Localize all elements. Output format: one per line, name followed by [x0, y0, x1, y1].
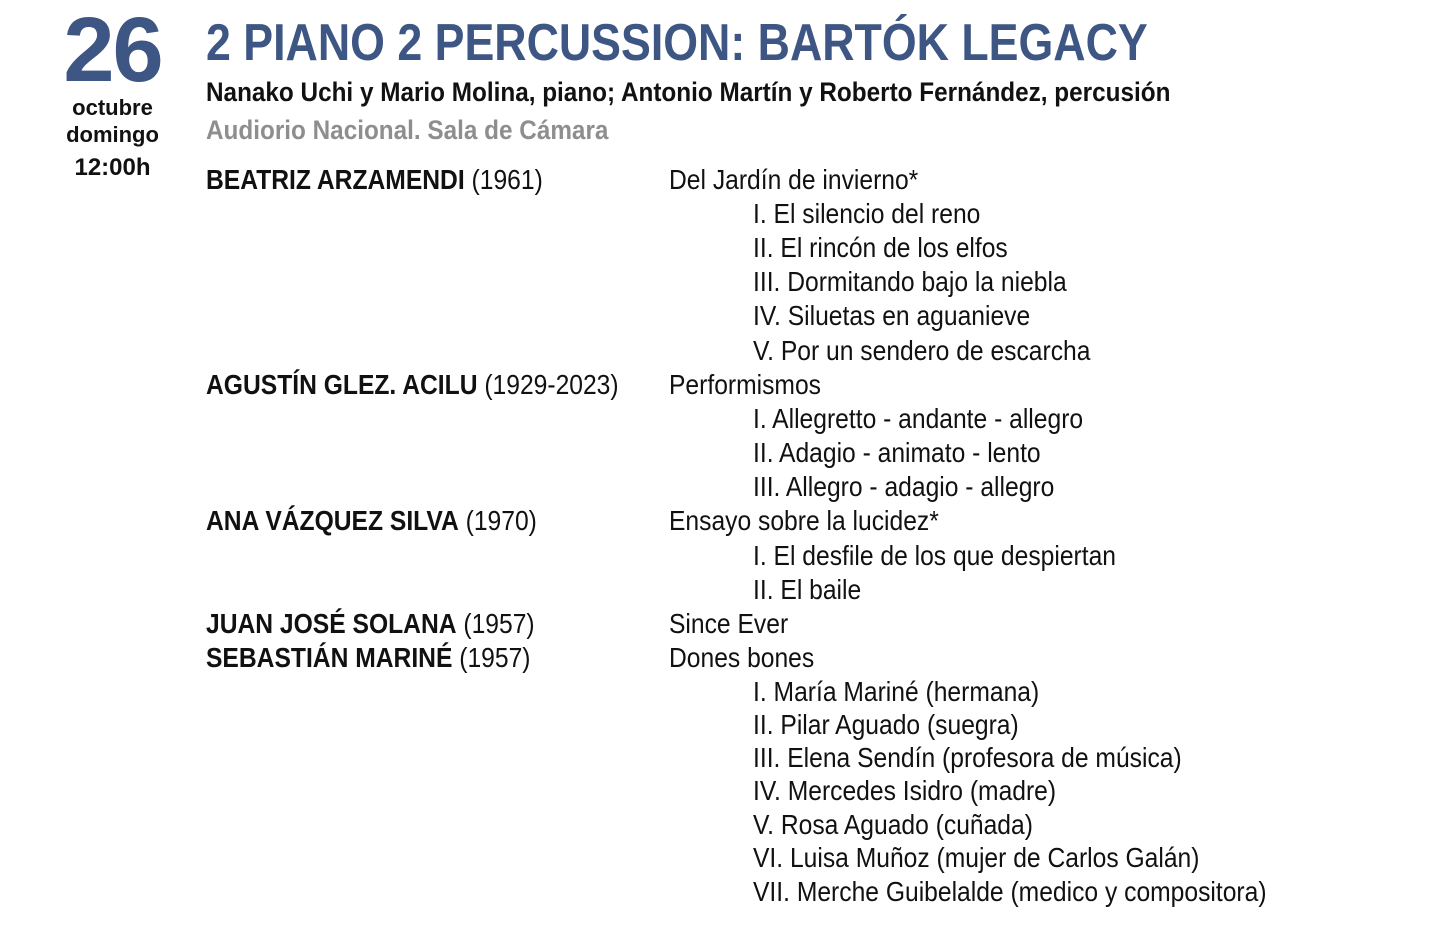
composer-name: SEBASTIÁN MARINÉ	[206, 642, 453, 673]
composer-years: (1929-2023)	[484, 369, 619, 400]
composer-entry	[206, 368, 619, 402]
movement-item: I. El silencio del reno	[753, 198, 981, 229]
movement-item: II. Pilar Aguado (suegra)	[753, 709, 1019, 740]
composer-entry	[206, 504, 537, 538]
composer-entry	[206, 641, 530, 675]
composer-name: ANA VÁZQUEZ SILVA	[206, 505, 459, 536]
date-time: 12:00h	[74, 154, 151, 181]
movement-item: V. Rosa Aguado (cuñada)	[753, 809, 1033, 840]
concert-venue: Audiorio Nacional. Sala de Cámara	[206, 115, 609, 145]
date-month: octubre	[72, 95, 153, 120]
composer-entry	[206, 607, 535, 641]
work-title: Performismos	[669, 369, 821, 400]
composer-name: BEATRIZ ARZAMENDI	[206, 164, 465, 195]
movement-item: I. Allegretto - andante - allegro	[753, 403, 1084, 434]
composer-name: JUAN JOSÉ SOLANA	[206, 608, 457, 639]
composer-years: (1970)	[465, 505, 537, 536]
work-title: Since Ever	[669, 608, 789, 639]
work-title: Ensayo sobre la lucidez*	[669, 505, 939, 536]
date-weekday: domingo	[66, 122, 159, 147]
movement-item: II. El rincón de los elfos	[753, 232, 1008, 263]
movement-item: II. Adagio - animato - lento	[753, 437, 1041, 468]
date-day: 26	[63, 0, 162, 101]
movement-item: I. María Mariné (hermana)	[753, 676, 1040, 707]
movement-item: I. El desfile de los que despiertan	[753, 540, 1116, 571]
movement-item: VII. Merche Guibelalde (medico y compositora)	[753, 876, 1267, 907]
composer-years: (1961)	[471, 164, 543, 195]
date-block	[40, 0, 185, 183]
concert-title: 2 PIANO 2 PERCUSSION: BARTÓK LEGACY	[206, 14, 1148, 72]
movement-item: V. Por un sendero de escarcha	[753, 335, 1091, 366]
movement-item: II. El baile	[753, 574, 862, 605]
composer-years: (1957)	[463, 608, 535, 639]
program-list	[206, 0, 1436, 929]
movement-item: VI. Luisa Muñoz (mujer de Carlos Galán)	[753, 842, 1200, 873]
movement-item: IV. Siluetas en aguanieve	[753, 300, 1031, 331]
composer-entry	[206, 163, 543, 197]
concert-performers: Nanako Uchi y Mario Molina, piano; Antonio Martín y Roberto Fernández, percusión	[206, 77, 1171, 107]
movement-item: III. Elena Sendín (profesora de música)	[753, 742, 1182, 773]
work-title: Dones bones	[669, 642, 815, 673]
movement-item: III. Dormitando bajo la niebla	[753, 266, 1067, 297]
composer-name: AGUSTÍN GLEZ. ACILU	[206, 369, 478, 400]
movement-item: IV. Mercedes Isidro (madre)	[753, 775, 1057, 806]
work-title: Del Jardín de invierno*	[669, 164, 919, 195]
movement-item: III. Allegro - adagio - allegro	[753, 471, 1055, 502]
composer-years: (1957)	[459, 642, 531, 673]
